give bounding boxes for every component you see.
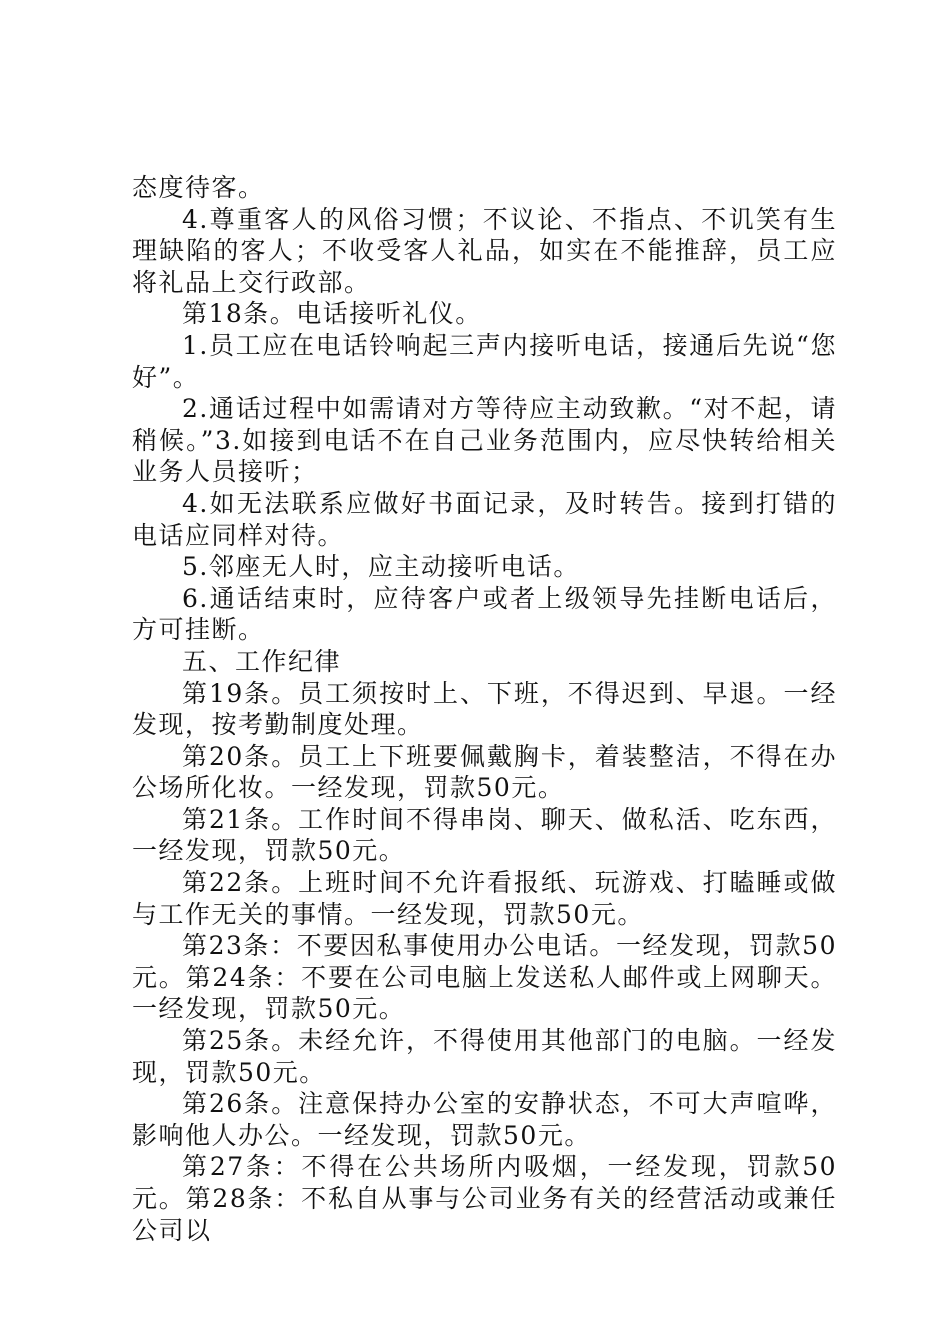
paragraph: 第19条。员工须按时上、下班，不得迟到、早退。一经发现，按考勤制度处理。 [132, 678, 837, 740]
paragraph: 4.尊重客人的风俗习惯；不议论、不指点、不讥笑有生理缺陷的客人；不收受客人礼品，如实在不能推辞，员工应将礼品上交行政部。 [132, 204, 837, 297]
paragraph: 第26条。注意保持办公室的安静状态，不可大声喧哗，影响他人办公。一经发现，罚款50元。 [132, 1089, 837, 1150]
section-heading: 五、工作纪律 [182, 646, 342, 676]
paragraph: 第22条。上班时间不允许看报纸、玩游戏、打瞌睡或做与工作无关的事情。一经发现，罚款50元。 [132, 868, 837, 929]
section-heading: 第18条。电话接听礼仪。 [182, 299, 482, 329]
paragraph: 1.员工应在电话铃响起三声内接听电话，接通后先说“您好”。 [132, 330, 837, 392]
paragraph: 第25条。未经允许，不得使用其他部门的电脑。一经发现，罚款50元。 [132, 1026, 837, 1087]
paragraph: 6.通话结束时，应待客户或者上级领导先挂断电话后，方可挂断。 [132, 583, 837, 645]
paragraph: 5.邻座无人时，应主动接听电话。 [182, 552, 580, 582]
paragraph: 第23条：不要因私事使用办公电话。一经发现，罚款50元。第24条：不要在公司电脑上发送私人邮件或上网聊天。一经发现，罚款50元。 [132, 931, 837, 1024]
paragraph: 第27条：不得在公共场所内吸烟，一经发现，罚款50元。第28条：不私自从事与公司业务有关的经营活动或兼任公司以 [132, 1152, 837, 1245]
paragraph: 4.如无法联系应做好书面记录，及时转告。接到打错的电话应同样对待。 [132, 488, 837, 550]
document-body [132, 172, 837, 1246]
paragraph: 态度待客。 [132, 173, 265, 202]
paragraph: 第21条。工作时间不得串岗、聊天、做私活、吃东西，一经发现，罚款50元。 [132, 804, 837, 866]
paragraph: 第20条。员工上下班要佩戴胸卡，着装整洁，不得在办公场所化妆。一经发现，罚款50元。 [132, 741, 837, 803]
paragraph: 2.通话过程中如需请对方等待应主动致歉。“对不起，请稍候。”3.如接到电话不在自己业务范围内，应尽快转给相关业务人员接听； [132, 394, 837, 487]
